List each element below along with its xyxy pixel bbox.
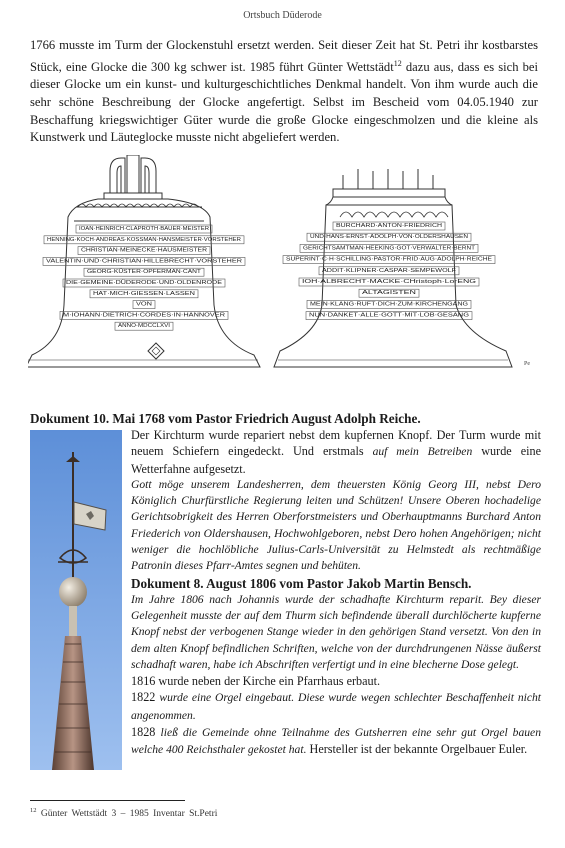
document-1806-heading: Dokument 8. August 1806 vom Pastor Jakob Martin Bensch. xyxy=(131,575,472,591)
document-1768-heading: Dokument 10. Mai 1768 vom Pastor Friedrich August Adolph Reiche. xyxy=(30,411,421,426)
footnote-divider xyxy=(30,800,185,801)
entry-1828-end: Hersteller ist der bekannte Orgelbauer Euler. xyxy=(309,742,528,757)
entry-1816: 1816 wurde neben der Kirche ein Pfarrhaus erbaut. xyxy=(131,674,381,689)
inscription-line: CHRISTIAN·MEINECKE·HAUSMEISTER xyxy=(81,247,208,254)
inscription-line: NUN·DANKET·ALLE·GOTT·MIT·LOB·GESANG xyxy=(309,312,470,319)
inscription-line: DIE·GEMEINE·DÜDERODE·UND·OLDENRODE xyxy=(66,280,176,286)
entry-1822 xyxy=(131,689,541,724)
inscription-line: HENNING·KOCH·ANDREAS·KOSSMAN·HANSMEISTER·VORSTEHER xyxy=(47,236,242,243)
document-1806-quote: Im Jahre 1806 nach Johannis wurde der schadhafte Kirchturm reparit. Bey dieser Gelegenheit musste der auf dem Thurm sich befindende überall durchlöcherte kupferne Knopf nebst der verbogenen Stange wieder in den gehörigen Stand versetzt. Von den in dem alten Knopf befindlichen Schriften, welche von der durchdrungenen Nässe äußerst schadhaft waren, habe ich Abschriften verfertigt und in eine blecherne Dose gelegt. xyxy=(131,592,541,671)
inscription-line: BURCHARD·ANTON·FRIEDRICH xyxy=(336,223,443,229)
inscription-line: IOAN·HEINRICH·CLAPROTH·BAUER·MEISTER xyxy=(79,226,210,232)
entry-1822-text: wurde eine Orgel eingebaut. Diese wurde wegen schlechter Beschaffenheit nicht angenommen. xyxy=(131,691,542,722)
church-spire-photo xyxy=(30,430,122,770)
inscription-line: VON xyxy=(136,301,153,308)
inscription-line: SUPERINT·C·H·SCHILLING·PASTOR·FRID·AUG·ADOLPH·REICHE xyxy=(286,256,493,263)
document-1768-text-plain: Der Kirchturm wurde repariert nebst dem kupfernen Knopf. Der Turm wurde mit neuem Schiefern eingedeckt. Und erstmals xyxy=(131,428,541,459)
intro-paragraph xyxy=(30,37,538,147)
intro-text-part1: 1766 musste im Turm der Glockenstuhl ersetzt werden. Seit dieser Zeit hat St. Petri ihr kostbarstes Stück, eine Glocke die 300 kg schwer ist. 1985 führt Günter Wettstädt xyxy=(30,38,538,74)
entry-1828-text: ließ die Gemeinde ohne Teilnahme des Gutsherren eine sehr gut Orgel bauen welche 400 Reichsthaler gekostet hat. xyxy=(131,726,541,757)
inscription-line: GEORG·KÜSTER·OPFERMAN·CANT xyxy=(87,269,173,276)
inscription-line: ANNO·MDCCLXVI xyxy=(118,323,170,330)
footnote-reference[interactable]: 12 xyxy=(393,58,402,68)
illustrator-signature: Pe xyxy=(524,361,530,367)
entry-1828 xyxy=(131,724,541,759)
entry-1822-year: 1822 xyxy=(131,690,156,705)
inscription-line: MEIN·KLANG·RUFT·DICH·ZUM·KIRCHENGANG xyxy=(310,301,469,308)
intro-text-part2: dazu aus, dass es sich bei dieser Glocke um ein kunst- und kulturgeschichtliches Denkmal handelt. Von ihm wurde auch die sehr schöne Beschreibung der Glocke angefertigt. Selbst im Bescheid vom 04.05.1940 zur Beschaffung kriegswichtiger Güter wurde die große Glocke eingeschmolzen und die kleine als Kunstwerk und Läuteglocke musste nicht abgeliefert werden. xyxy=(30,59,539,145)
entry-1828-year: 1828 xyxy=(131,725,156,740)
inscription-line: VALENTIN·UND·CHRISTIAN·HILLEBRECHT·VORSTEHER xyxy=(46,258,243,265)
running-header: Ortsbuch Düderode xyxy=(243,10,322,21)
church-spire-illustration xyxy=(30,430,122,770)
footnote xyxy=(30,807,217,819)
document-text-column xyxy=(131,427,541,759)
inscription-line: UND·HANS·ERNST·ADOLPH·VON·OLDERSHAUSEN xyxy=(310,234,469,241)
document-1768-text-emphasis: auf mein Betreiben xyxy=(372,445,473,459)
bell-drawings xyxy=(28,155,540,387)
footnote-text: Günter Wettstädt 3 – 1985 Inventar St.Petri xyxy=(40,809,218,820)
footnote-number: 12 xyxy=(30,807,37,814)
document-1768-quote: Gott möge unserem Landesherren, dem theuersten König Georg III, nebst Dero Königlich Churfürstliche Regierung leiten und Schützen! Unsere Oberen hochadelige Gerichtsobrigkeit des Herren Oberforstmeisters und Oberhauptmanns Burchard Anton Friederich von Oldershausen, Hochwohlgeboren, nebst Dero hohen Angehörigen; nicht weniger die hochlöbliche Julius-Carls-Universität zu Helmstedt als rechtmäßige Patronin dieses Pfarr-Amtes segnen und behüten. xyxy=(131,477,541,573)
inscription-line: M·IOHANN·DIETRICH·CORDES·IN·HANNOVER xyxy=(63,312,226,319)
inscription-line: HAT·MICH·GIESSEN·LASSEN xyxy=(93,290,196,297)
inscription-line: IOH·ALBRECHT·MACKE·CHristoph·LorENG xyxy=(302,279,477,285)
document-1768-text xyxy=(131,427,541,477)
document-1768-text-end: wurde eine Wetterfahne aufgesetzt. xyxy=(131,444,541,476)
bell-drawings-svg xyxy=(28,155,540,387)
inscription-line: GERICHTSAMTMAN·HEEKING·GOT·VERWALTER·BERNT xyxy=(303,245,475,252)
bell-right-inscription xyxy=(283,222,495,320)
inscription-line: ADDIT·KLIPNER·CASPAR·SEMPEWOLF xyxy=(322,267,456,274)
inscription-line: ALTAGISTEN xyxy=(362,290,417,297)
bell-left-inscription xyxy=(43,225,245,330)
